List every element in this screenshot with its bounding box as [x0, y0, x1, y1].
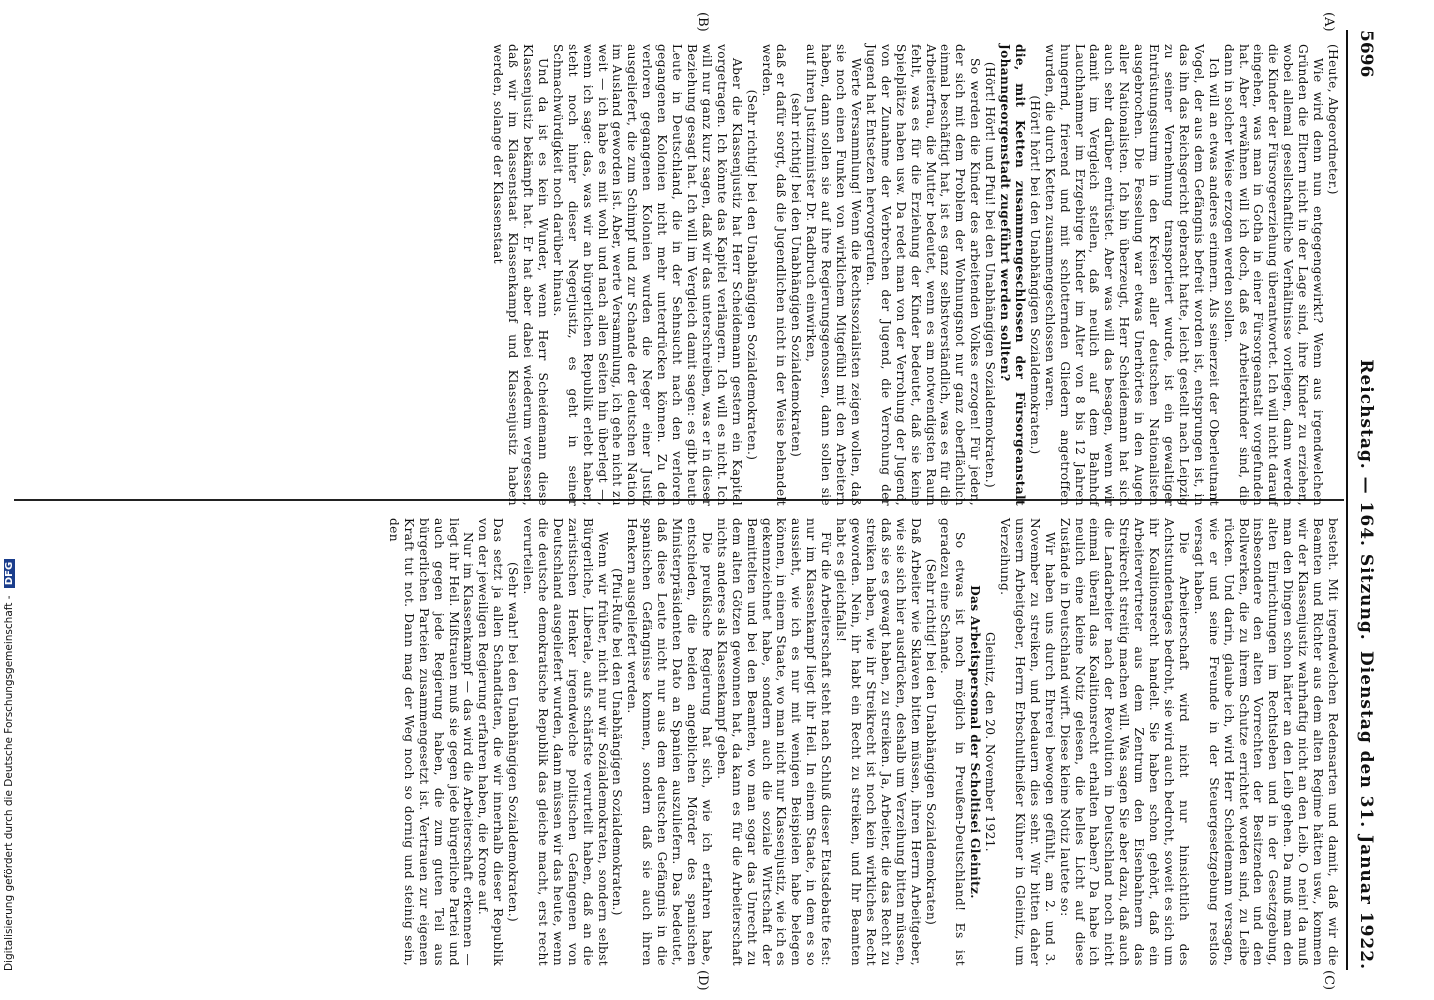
interjection: (sehr richtig! bei den Unabhängigen Sozialdemokraten)	[789, 92, 804, 458]
paragraph: Aber die Klassenjustiz hat Herr Scheidemann gestern ein Kapitel vorgetragen. Ich könnte das Kapitel verlängern. Ich will es nicht. Ich will nur ganz kurz sagen, daß wir das unterschreiben, was er in dieser Beziehung gesagt hat. Ich will im Vergleich damit sagen: es gibt heute Leute in Deutschland, die in der Sehnsucht nach den verloren gegangenen Kolonien nicht mehr unterdrücken können. Zu den verloren gegangenen Kolonien wurden die Neger einer Justiz ausgeliefert, die zum Schimpf und zur Schande der deutschen Nation im Ausland geworden ist. Aber, werte Versammlung, ich gehe nicht zu weit — ich habe es mit wohl und nach allen Seiten hin überlegt —, wenn ich sage: das, was wir an bürgerlichen Republik erlebt haben, steht noch hinter dieser Negerjustiz, es geht in seiner Schmachwürdigkeit noch darüber hinaus.	[550, 44, 744, 506]
credit-text: Digitalisierung gefördert durch die Deutsche Forschungsgemeinschaft -	[3, 595, 15, 971]
notice-signature: Das Arbeitspersonal der Scholtisei Gleinitz.	[968, 585, 983, 899]
interjection: (Pfui-Rufe bei den Unabhängigen Sozialdemokraten.)	[610, 568, 625, 916]
margin-mark-a: (A)	[1321, 12, 1336, 32]
paragraph: Die preußische Regierung hat sich, wie ich erfahren habe, entschieden, die beiden angeblichen Mörder des spanischen Ministerpräsidenten Dato an Spanien auszuliefern. Das bedeutet, daß diese Leute nicht nur aus dem deutschen Gefängnis in die spanischen Gefängnisse kommen, sondern daß sie auch ihren Henkern ausgeliefert werden.	[625, 518, 714, 966]
margin-mark-b: (B)	[695, 12, 710, 32]
paragraph: Werte Versammlung! Wenn die Rechtssozialisten zeigen wollen, daß sie noch einen Funken von wirklichem Mitgefühl mit den Arbeitern haben, dann sollen sie auf ihre Regierungsgenossen, dann sollen sie auf ihren Justizminister Dr. Radbruch einwirken,	[804, 44, 863, 506]
paragraph: Daß Arbeiter wie Sklaven bitten müssen, ihren Herrn Arbeitgeber, wie sie sich hier ausdrücken, deshalb um Verzeihung bitten müssen, daß sie es gewagt haben, zu streiken. Ja, Arbeiter, die das Recht zu streiken haben, wie ihr Streikrecht ist noch kein wirkliches Recht geworden. Nein, ihr habt ein Recht zu streiken, und Ihr Beamten habt es gleichfalls!	[834, 518, 923, 966]
header-title: Reichstag. — 164. Sitzung.	[1356, 359, 1376, 641]
margin-mark-c: (C)	[1321, 970, 1336, 991]
paragraph: Und da ist es kein Wunder, wenn Herr Scheidemann diese Klassenjustiz bekämpft hat. Er hat aber dabei wiederum vergessen, daß wir im Klassenstaat Klassenkampf und Klassenjustiz haben werden, solange der Klassenstaat	[491, 44, 550, 506]
header-date: Dienstag den 31. Januar 1922.	[1356, 651, 1376, 970]
left-column	[490, 44, 1340, 506]
paragraph: Die Arbeiterschaft wird nicht nur hinsichtlich des Achtstundentages bedroht, sie wird auch bedroht, soweit es sich um ihr Koalitionsrecht handelt. Sie haben schon gehört, daß ein Arbeitervertreter aus dem Zentrum den Eisenbahnern das Streikrecht streitig machen will. Was sagen Sie aber dazu, daß auch die Landarbeiter nach der Revolution in Deutschland noch nicht einmal überall das Koalitionsrecht erhalten haben? Da habe ich neulich eine kleine Notiz gelesen, die helles Licht auf diese Zustände in Deutschland wirft. Diese kleine Notiz lautete so:	[1057, 518, 1191, 966]
paragraph: (Heute, Abgeordneter.)	[1326, 44, 1340, 195]
dfg-logo: DFG	[4, 559, 15, 588]
footer-strip	[2, 0, 32, 1000]
right-column	[386, 518, 1340, 966]
interjection: (Hört! Hört! und Pfui! bei den Unabhängigen Sozialdemokraten.)	[983, 61, 998, 489]
paragraph: Nur im Klassenkampf — das wird die Arbeiterschaft erkennen — liegt ihr Heil. Mißtrauen muß sie gegen jede bürgerliche Partei und auch gegen jede Regierung haben, die zum guten Teil aus bürgerlichen Parteien zusammengesetzt ist. Vertrauen zur eigenen Kraft tut not. Dann mag der Weg noch so dornig und steinig sein, den	[386, 518, 476, 966]
page-header	[1346, 30, 1380, 970]
paragraph: besteht. Mit irgendwelchen Redensarten und damit, daß wir die Beamten und Richter aus dem alten Regime hätten usw., kommen wir der Klassenjustiz wahrhaftig nicht an den Leib. O nein! da muß man den Dingen schon härter an den Leib gehen. Da muß man den alten Einrichtungen im Rechtsleben und in der Gesetzgebung, insbesondere den alten Vorrechten der Besitzenden und den Bollwerken, die zu ihrem Schutze errichtet worden sind, zu Leibe rücken. Und darin, glaube ich, wird Herr Scheidemann versagen, wie er und seine Freunde in der Steuergesetzgebung restlos versagt haben.	[1191, 518, 1340, 966]
interjection: (Sehr richtig! bei den Unabhängigen Sozialdemokraten.)	[744, 89, 759, 461]
paragraph: Ich will an etwas anderes erinnern. Als seinerzeit der Oberleutnant Vogel, der aus dem Gefängnis befreit worden ist, entsprungen ist, in das ihn das Reichsgericht gebracht hatte, leicht gestellt nach Leipzig zu seiner Vernehmung transportiert wurde, ist ein gewaltiger Entrüstungssturm in den Kreisen aller deutschen Nationalisten ausgebrochen. Die Fesselung war etwas Unerhörtes in den Augen aller Nationalisten. Ich bin überzeugt, Herr Scheidemann hat sich auch sehr darüber entrüstet. Aber was will das besagen, wenn wir damit im Vergleich stellen, daß neulich auf dem Bahnhof Lauchhammer im Erzgebirge Kinder im Alter von 8 bis 12 Jahren hungernd, frierend und mit schlotternden Gliedern angetroffen wurden, die durch Ketten zusammengeschlossen waren.	[1042, 44, 1221, 506]
page-number: 5696	[1356, 30, 1376, 78]
paragraph: daß er dafür sorgt, daß die Jugendlichen nicht in der Weise behandelt werden.	[759, 44, 789, 506]
paragraph: die, mit Ketten zusammengeschlossen der Fürsorgeanstalt Johanngeorgenstadt zugeführt werden sollten?	[998, 44, 1027, 506]
paragraph: Das setzt ja allen Schandtaten, die wir innerhalb dieser Republik von der jeweiligen Regierung erfahren haben, die Krone auf.	[476, 518, 506, 966]
interjection: (Hört! hört! bei den Unabhängigen Sozialdemokraten.)	[1027, 95, 1042, 455]
paragraph: Für die Arbeiterschaft steht nach Schluß dieser Etatsdebatte fest: nur im Klassenkampf liegt ihr Heil. In einem Staate, in dem es so aussieht, wie ich es nur mit wenigen Beispielen habe belegen können, in einem Staate, wo man nicht nur Klassenjustiz, wie ich es gekennzeichnet habe, sondern auch die soziale Wirtschaft der Bemittelten und bei den Beamten, wo man sogar das Unrecht zu dem alten Götzen gewonnen hat, da kann es für die Arbeiterschaft nichts anderes als Klassenkampf geben.	[714, 518, 834, 966]
interjection: (Sehr wahr! bei den Unabhängigen Sozialdemokraten.)	[506, 561, 521, 923]
paragraph: So etwas ist noch möglich in Preußen-Deutschland! Es ist geradezu eine Schande.	[938, 518, 968, 966]
paragraph: Wie wird denn nun entgegengewirkt? Wenn aus irgendwelchen Gründen die Eltern nicht in der Lage sind, ihre Kinder zu erziehen, wobei allemal gesellschaftliche Verhältnisse vorliegen, dann werden die Kinder der Fürsorgeerziehung überantwortet. Ich will nicht darauf eingehen, was man in Gotha in einer Fürsorgeanstalt vorgefunden hat. Aber erwähnen will ich doch, daß es Arbeiterkinder sind, die dann in solcher Weise erzogen werden sollen.	[1221, 44, 1326, 506]
paragraph: So werden die Kinder des arbeitenden Volkes erzogen! Für jeden, der sich mit dem Problem der Wohnungsnot nur ganz oberflächlich einmal beschäftigt hat, ist es ganz selbstverständlich, was es für die Arbeiterfrau, die Mutter bedeutet, wenn es am notwendigsten Raum fehlt, was es für die Erziehung der Kinder bedeutet, daß sie keine Spielplätze haben usw. Da redet man von der Verrohung der Jugend, von der Zunahme der Verbrechen der Jugend, die Verrohung der Jugend hat Entsetzen hervorgerufen.	[863, 44, 983, 506]
notice-date: Gleinitz, den 20. November 1921.	[983, 631, 998, 852]
margin-mark-d: (D)	[695, 970, 710, 991]
quoted-notice: Wir haben uns durch Ehrerei bewogen gefühlt, am 2. und 3. November zu streiken, und bedauern dies sehr. Wir bitten daher unsern Arbeitgeber, Herrn Erbschultheißer Kühner in Gleinitz, um Verzeihung.	[998, 518, 1057, 966]
digitization-credit	[3, 11, 17, 971]
paragraph: Wenn wir früher, nicht nur wir Sozialdemokraten, sondern selbst Bürgerliche, Liberale, aufs schärfste verurteilt haben, daß an die zaristischen Henker irgendwelche politischen Gefangenen von Deutschland ausgeliefert wurden, dann müssen wir das heute, wenn die deutsche demokratische Republik das gleiche macht, erst recht verurteilen.	[521, 518, 610, 966]
interjection: (Sehr richtig! bei den Unabhängigen Sozialdemokraten)	[923, 558, 938, 926]
